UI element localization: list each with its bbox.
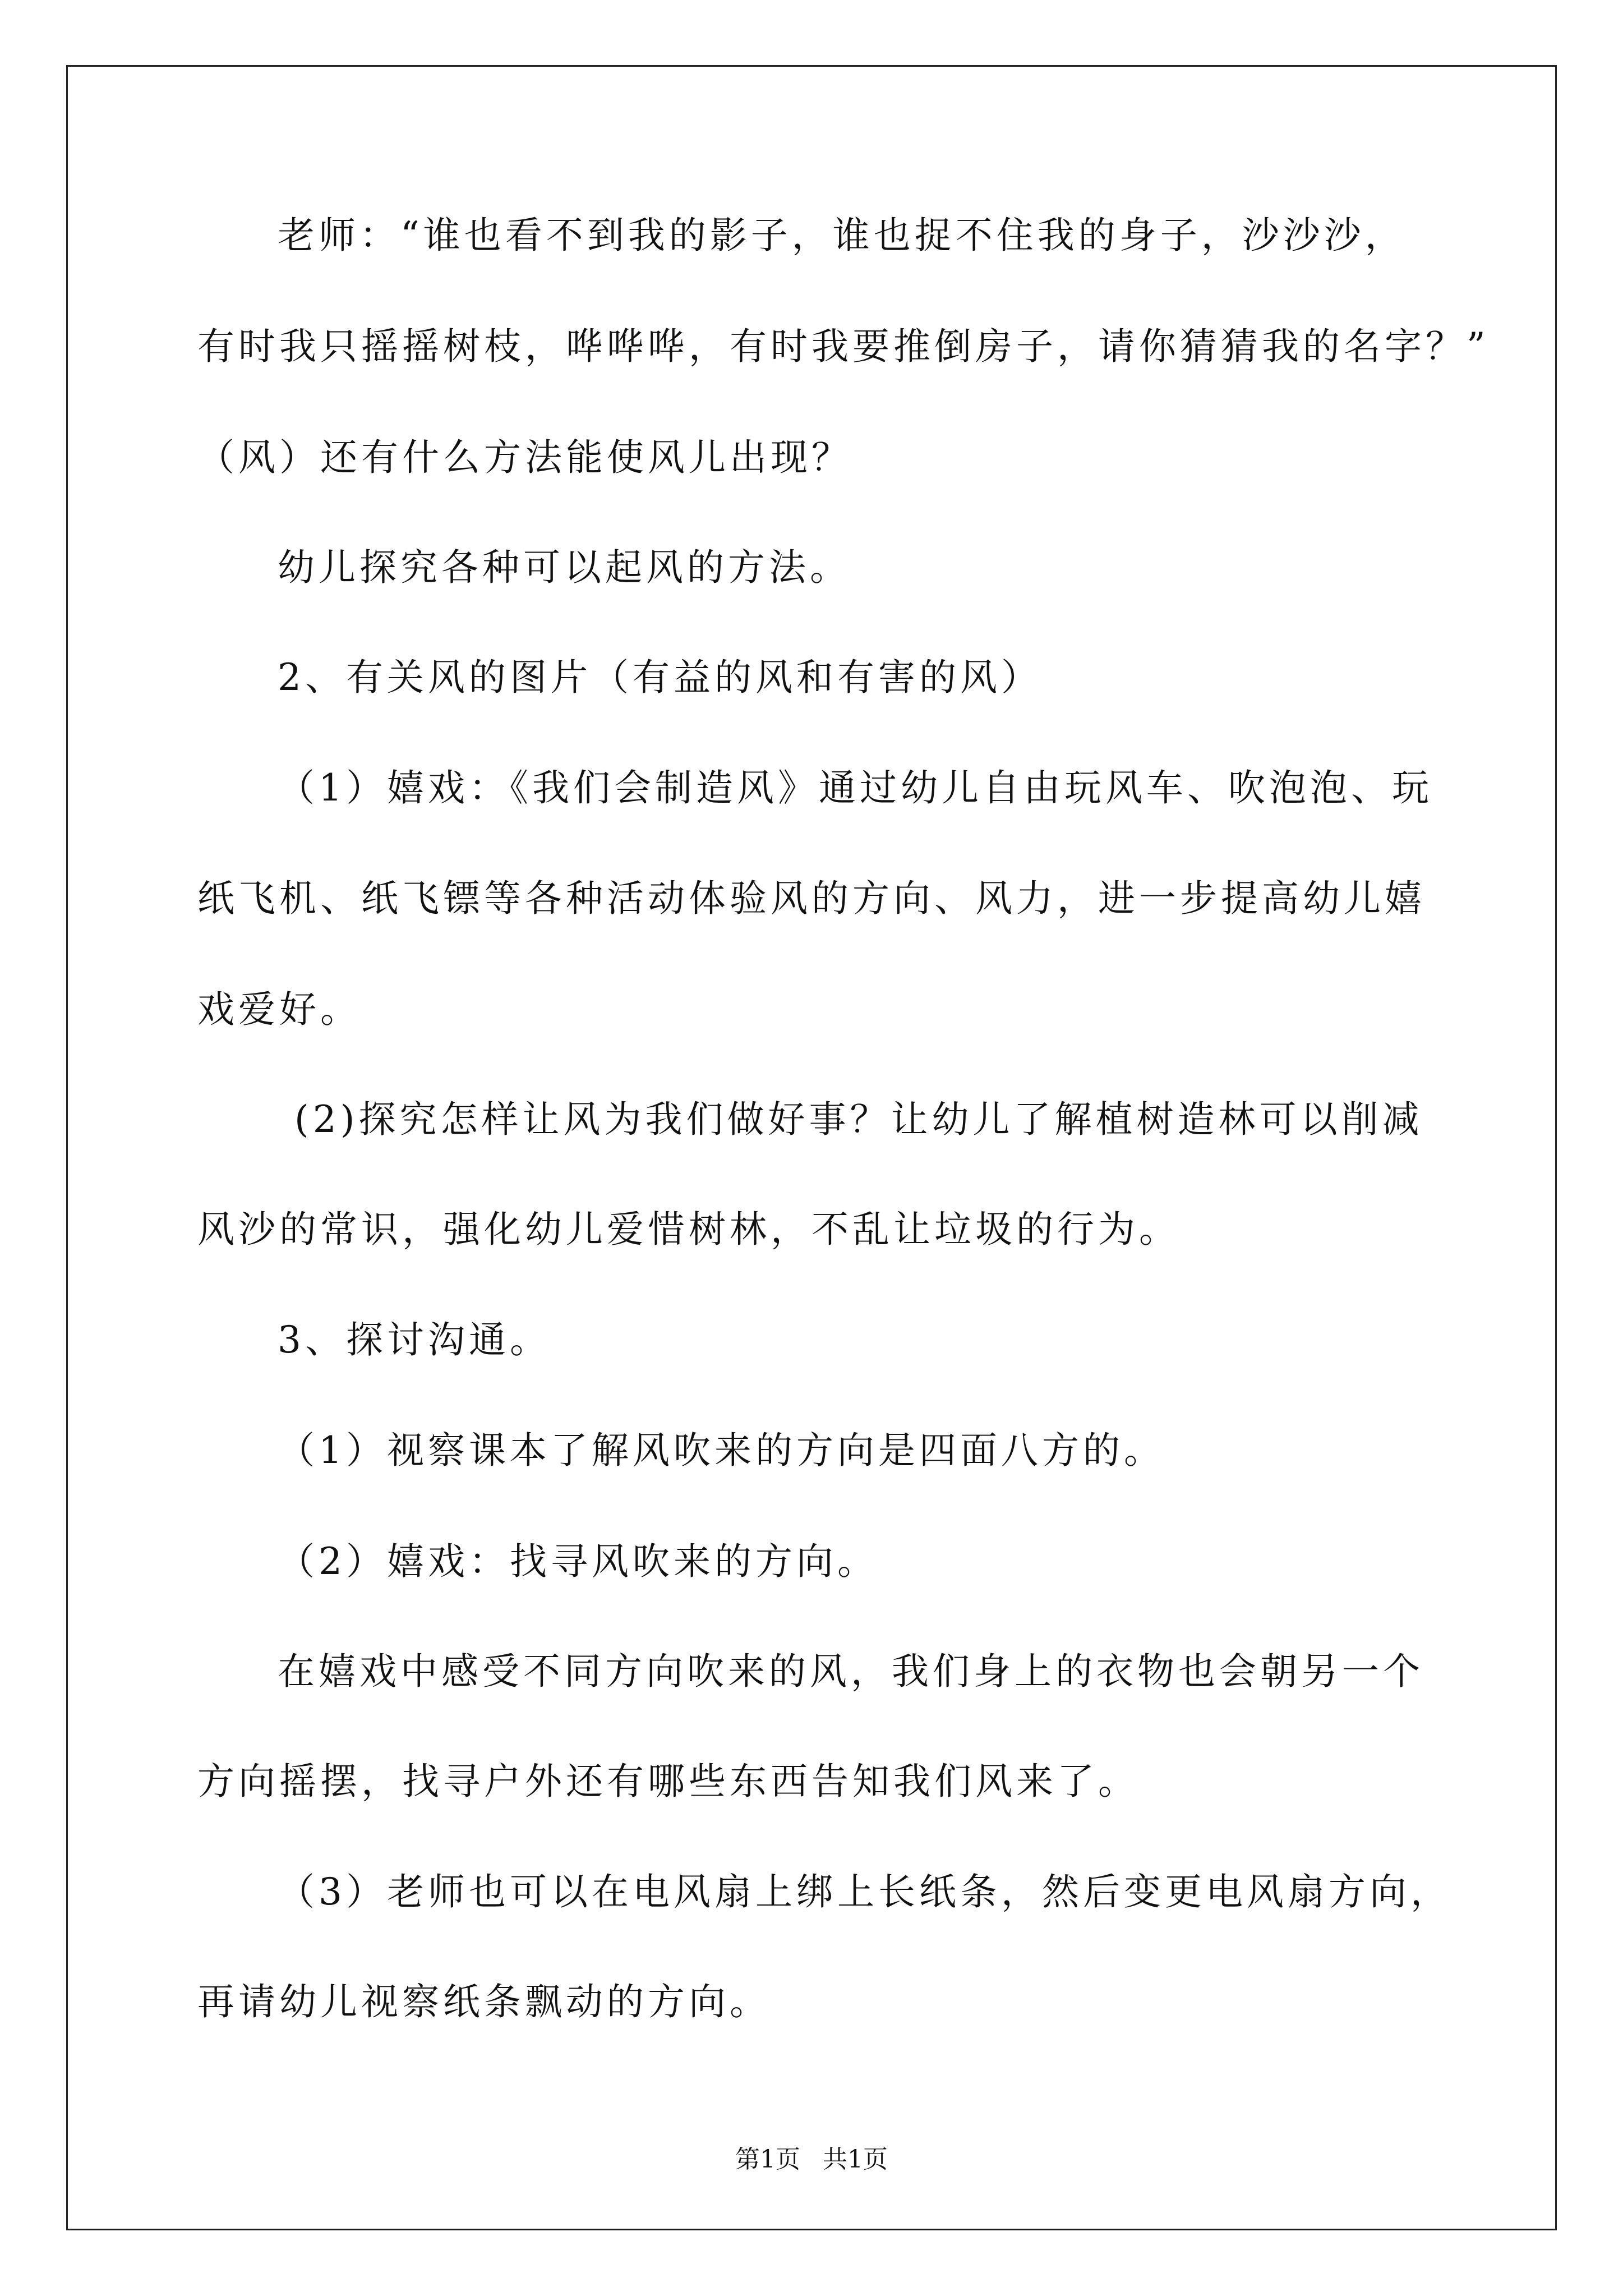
page-number: 第1页	[735, 2145, 800, 2174]
text-line: (2)探究怎样让风为我们做好事？让幼儿了解植树造林可以削减	[294, 1098, 1423, 1141]
text-line: （3）老师也可以在电风扇上绑上长纸条，然后变更电风扇方向，	[278, 1870, 1451, 1913]
text-line: 幼儿探究各种可以起风的方法。	[278, 546, 851, 589]
text-line: 再请幼儿视察纸条飘动的方向。	[197, 1980, 771, 2023]
text-line: （2）嬉戏：找寻风吹来的方向。	[278, 1540, 878, 1583]
text-line: 方向摇摆，找寻户外还有哪些东西告知我们风来了。	[197, 1760, 1139, 1803]
text-line: 纸飞机、纸飞镖等各种活动体验风的方向、风力，进一步提高幼儿嬉	[197, 877, 1426, 920]
text-line: 戏爱好。	[197, 988, 361, 1031]
text-line: （1）嬉戏：《我们会制造风》通过幼儿自由玩风车、吹泡泡、玩	[278, 766, 1433, 809]
page-total: 共1页	[823, 2145, 888, 2174]
text-line: 老师：“谁也看不到我的影子，谁也捉不住我的身子，沙沙沙，	[278, 214, 1406, 257]
text-line: 3、探讨沟通。	[278, 1318, 551, 1361]
text-line: 在嬉戏中感受不同方向吹来的风，我们身上的衣物也会朝另一个	[278, 1650, 1424, 1693]
text-line: （1）视察课本了解风吹来的方向是四面八方的。	[278, 1429, 1165, 1472]
page-footer	[0, 2143, 1623, 2177]
text-line: 风沙的常识，强化幼儿爱惜树林，不乱让垃圾的行为。	[197, 1208, 1180, 1251]
text-line: （风）还有什么方法能使风儿出现？	[197, 436, 852, 479]
text-line: 有时我只摇摇树枝，哗哗哗，有时我要推倒房子，请你猜猜我的名字？”	[197, 325, 1490, 368]
text-line: 2、有关风的图片（有益的风和有害的风）	[278, 656, 1042, 699]
